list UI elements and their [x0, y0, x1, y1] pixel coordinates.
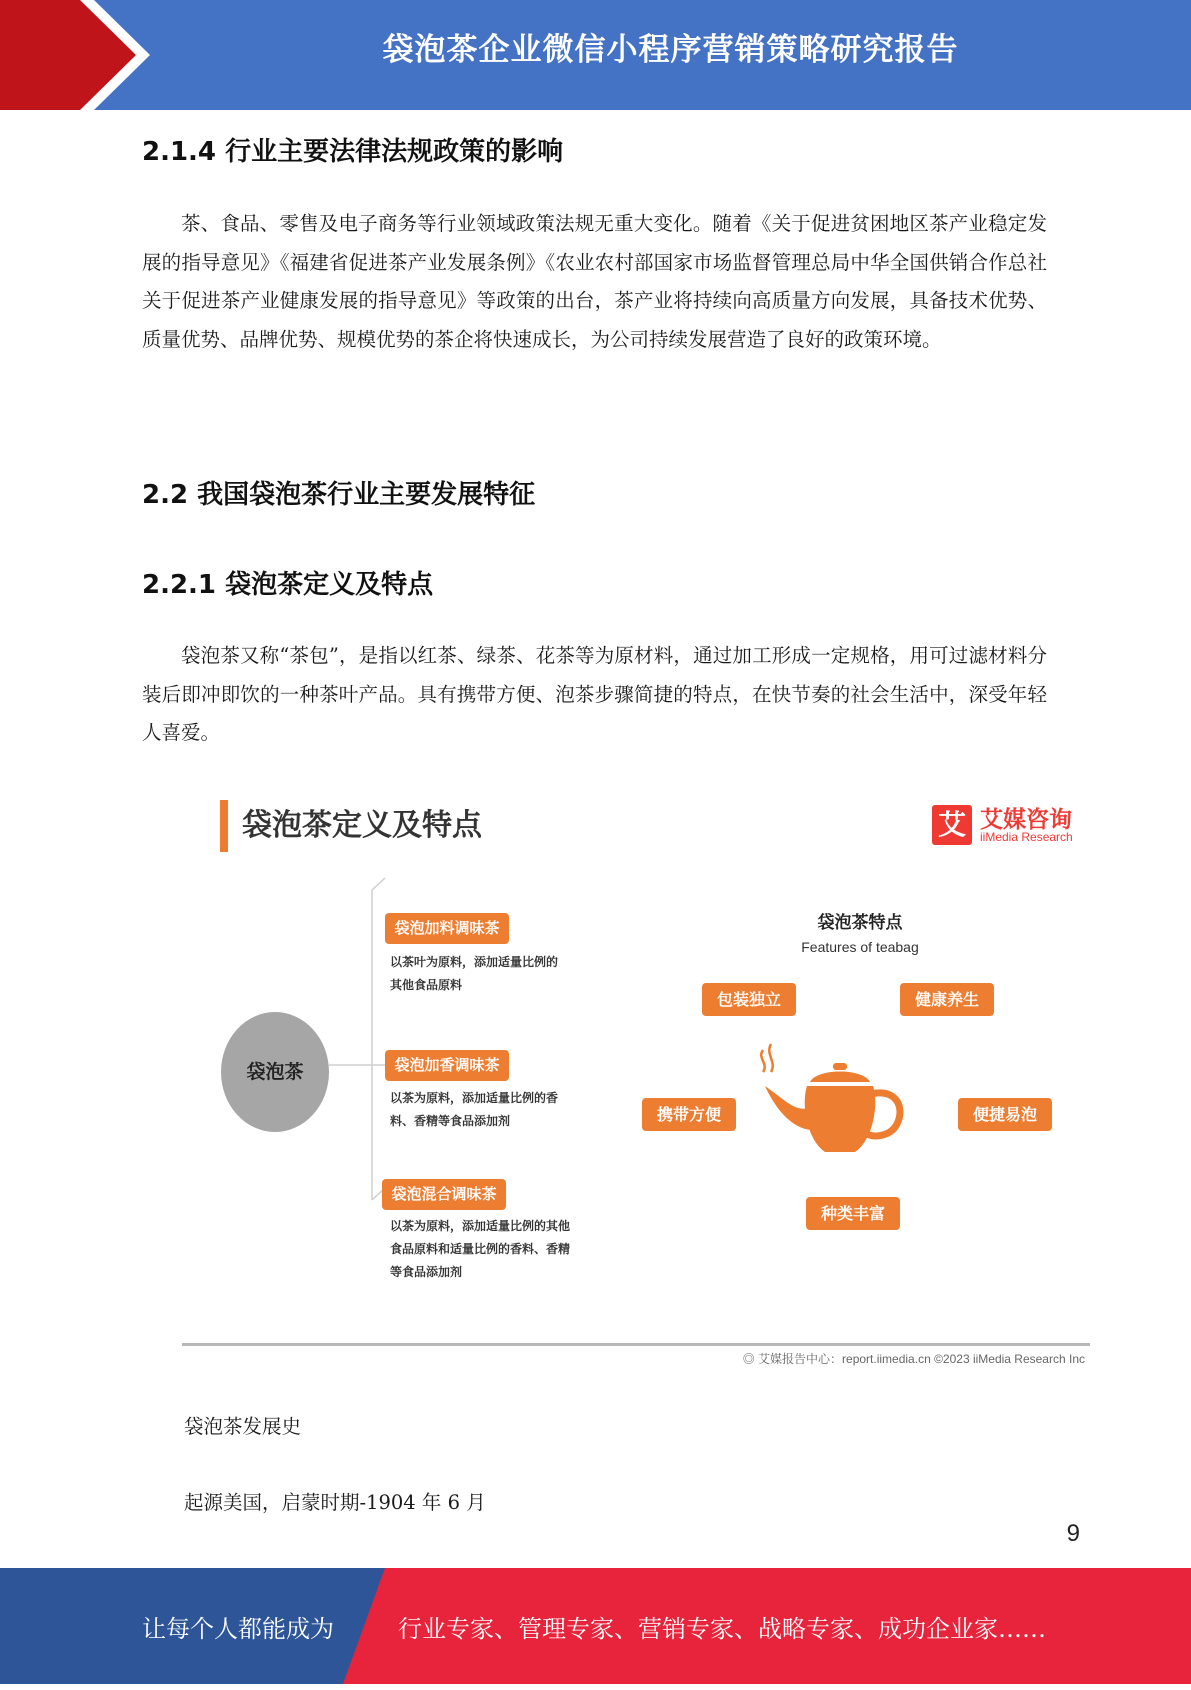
page-header	[0, 0, 1191, 110]
type-label-3: 袋泡混合调味茶	[382, 1179, 506, 1210]
feature-portable: 携带方便	[642, 1098, 736, 1131]
section-heading-2-1-4: 2.1.4 行业主要法律法规政策的影响	[142, 137, 564, 167]
page-number: 9	[1066, 1520, 1080, 1547]
section-paragraph-2-2-1: 袋泡茶又称“茶包”，是指以红茶、绿茶、花茶等为原材料，通过加工形成一定规格，用可过滤材料分装后即冲即饮的一种茶叶产品。具有携带方便、泡茶步骤简捷的特点，在快节奏的社会生活中，深受年轻人喜爱。	[142, 644, 1047, 744]
footer-slogan-left: 让每个人都能成为	[142, 1615, 334, 1643]
teabag-definition-figure	[180, 780, 1095, 1370]
type-description-2-line-1: 以茶为原料，添加适量比例的香	[390, 1091, 559, 1105]
type-label-1: 袋泡加料调味茶	[385, 913, 509, 944]
type-description-1	[390, 951, 558, 997]
history-heading: 袋泡茶发展史	[184, 1415, 302, 1438]
figure-title: 袋泡茶定义及特点	[242, 808, 482, 843]
iimedia-logo	[932, 803, 1082, 849]
teabag-center-node: 袋泡茶	[221, 1012, 329, 1132]
type-description-3-line-3: 等食品添加剂	[390, 1265, 463, 1279]
feature-easy-brew: 便捷易泡	[958, 1098, 1052, 1131]
report-title: 袋泡茶企业微信小程序营销策略研究报告	[382, 32, 959, 68]
feature-healthy: 健康养生	[900, 983, 994, 1016]
section-heading-2-2-1: 2.2.1 袋泡茶定义及特点	[142, 570, 434, 600]
history-line-1: 起源美国，启蒙时期-1904 年 6 月	[184, 1491, 486, 1514]
logo-chinese-name: 艾媒咨询	[980, 807, 1072, 833]
feature-package-independent: 包装独立	[702, 983, 796, 1016]
type-description-3-line-2: 食品原料和适量比例的香料、香精	[390, 1242, 571, 1256]
section-paragraph-2-1-4: 茶、食品、零售及电子商务等行业领域政策法规无重大变化。随着《关于促进贫困地区茶产业稳定发展的指导意见》《福建省促进茶产业发展条例》《农业农村部国家市场监督管理总局中华全国供销合作总社关于促进茶产业健康发展的指导意见》等政策的出台，茶产业将持续向高质量方向发展，具备技术优势、质量优势、品牌优势、规模优势的茶企将快速成长，为公司持续发展营造了良好的政策环境。	[142, 212, 1047, 351]
features-title: 袋泡茶特点	[817, 913, 903, 933]
figure-divider	[182, 1343, 1090, 1346]
type-description-1-line-1: 以茶叶为原料，添加适量比例的	[390, 955, 559, 969]
type-label-2: 袋泡加香调味茶	[385, 1050, 509, 1081]
type-description-3-line-1: 以茶为原料，添加适量比例的其他	[390, 1219, 571, 1233]
teapot-icon	[755, 1042, 935, 1162]
section-heading-2-2: 2.2 我国袋泡茶行业主要发展特征	[142, 480, 536, 510]
type-description-3	[390, 1215, 570, 1284]
type-description-2-line-2: 料、香精等食品添加剂	[390, 1114, 511, 1128]
type-description-2	[390, 1087, 558, 1133]
features-subtitle: Features of teabag	[801, 939, 919, 955]
logo-english-name: iiMedia Research	[980, 830, 1073, 844]
header-arrow-decoration	[0, 0, 150, 110]
page-footer	[0, 1568, 1191, 1684]
footer-slogan-right: 行业专家、管理专家、营销专家、战略专家、成功企业家……	[398, 1615, 1046, 1643]
feature-variety: 种类丰富	[806, 1197, 900, 1230]
logo-mark: 艾	[932, 805, 972, 845]
type-description-1-line-2: 其他食品原料	[390, 978, 463, 992]
figure-source-credit: ◎ 艾媒报告中心：report.iimedia.cn ©2023 iiMedia Research Inc	[742, 1352, 1085, 1366]
